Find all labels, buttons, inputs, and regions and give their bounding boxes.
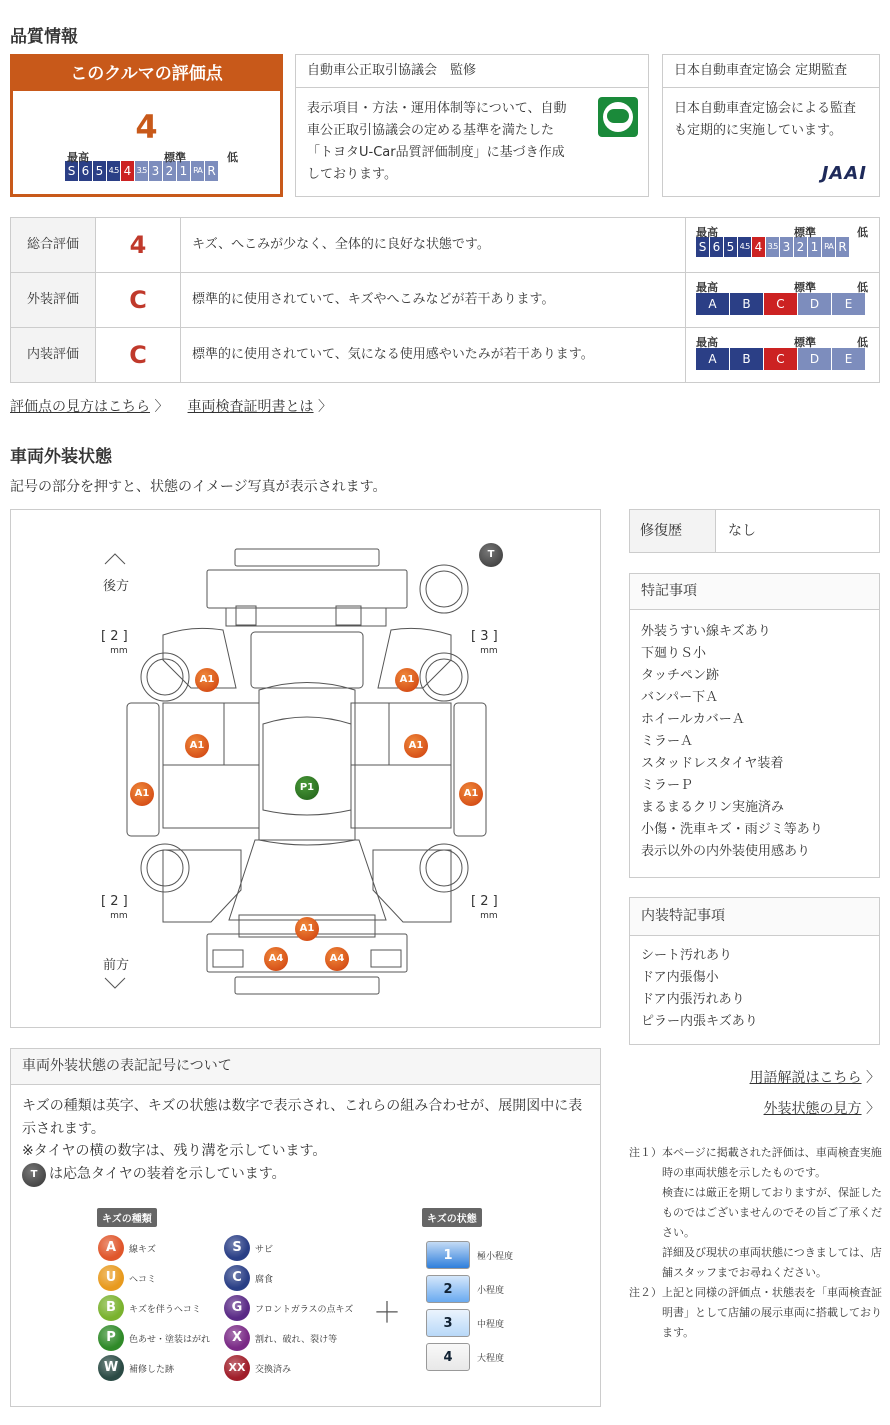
label-high: 最高 bbox=[696, 336, 718, 349]
legend-box bbox=[10, 1048, 601, 1407]
label-low: 低 bbox=[857, 281, 868, 294]
eval-row-interior bbox=[11, 328, 879, 383]
kind-label: 腐食 bbox=[255, 1274, 274, 1285]
scale-cell: R bbox=[836, 237, 849, 257]
grade-cell: C bbox=[764, 348, 797, 370]
kind-label: ヘコミ bbox=[129, 1274, 157, 1285]
state-badge: 4 bbox=[426, 1343, 470, 1371]
state-title: キズの状態 bbox=[422, 1208, 482, 1227]
label-front: 前方 bbox=[103, 958, 130, 973]
jada-title: 自動車公正取引協議会 監修 bbox=[296, 55, 648, 88]
state-legend-item bbox=[426, 1309, 504, 1337]
scale-cell: 3 bbox=[149, 161, 162, 181]
state-label: 大程度 bbox=[477, 1353, 505, 1364]
eval-label: 外装評価 bbox=[11, 273, 96, 327]
state-label: 中程度 bbox=[477, 1319, 505, 1330]
legend-title: 車両外装状態の表記記号について bbox=[11, 1049, 600, 1085]
note-item: タッチペン跡 bbox=[641, 668, 720, 683]
grade-cell: E bbox=[832, 293, 865, 315]
state-label: 小程度 bbox=[477, 1285, 505, 1296]
repair-history bbox=[629, 509, 880, 553]
section-title-exterior: 車両外装状態 bbox=[10, 447, 112, 467]
section-title-quality: 品質情報 bbox=[10, 27, 78, 47]
kind-label: 色あせ・塗装はがれ bbox=[129, 1334, 211, 1345]
damage-marker[interactable]: A1 bbox=[295, 917, 319, 941]
grade-cell: C bbox=[764, 293, 797, 315]
chevron-right-icon: 〉 bbox=[313, 399, 332, 415]
kind-legend-item bbox=[224, 1355, 291, 1381]
link-terms[interactable]: 用語解説はこちら bbox=[749, 1070, 862, 1086]
scale-cell: 3.5 bbox=[766, 237, 779, 257]
tread-unit: mm bbox=[110, 646, 128, 656]
note-item: 外装うすい線キズあり bbox=[641, 624, 771, 639]
scale-cell: 5 bbox=[93, 161, 106, 181]
jaai-title: 日本自動車査定協会 定期監査 bbox=[663, 55, 879, 88]
rating-score: 4 bbox=[135, 108, 158, 146]
note-item: 表示以外の内外装使用感あり bbox=[641, 844, 811, 859]
footnote: 注２） 上記と同様の評価点・状態表を「車両検査証明書」として店舗の展示車両に搭載しております。 bbox=[629, 1286, 882, 1339]
scale-cell: S bbox=[65, 161, 78, 181]
scale-cell: 6 bbox=[710, 237, 723, 257]
rating-scale bbox=[65, 149, 240, 181]
footnote: 詳細及び現状の車両状態につきましては、店舗スタッフまでお尋ねください。 bbox=[662, 1246, 882, 1279]
link-exterior-howto[interactable]: 外装状態の見方 bbox=[763, 1101, 862, 1117]
state-legend-item bbox=[426, 1343, 504, 1371]
scale-cell: 1 bbox=[808, 237, 821, 257]
grade-cell: A bbox=[696, 348, 729, 370]
kind-label: キズを伴うヘコミ bbox=[129, 1304, 201, 1315]
kind-label: 線キズ bbox=[129, 1244, 156, 1255]
eval-desc: 標準的に使用されていて、気になる使用感やいたみが若干あります。 bbox=[192, 347, 594, 362]
eval-label: 総合評価 bbox=[11, 218, 96, 272]
legend-body-3: は応急タイヤの装着を示しています。 bbox=[49, 1166, 286, 1183]
tread-rear-right bbox=[471, 630, 498, 658]
rating-box bbox=[10, 54, 283, 197]
kind-label: サビ bbox=[255, 1244, 274, 1255]
jada-box bbox=[295, 54, 649, 197]
damage-marker[interactable]: A4 bbox=[264, 947, 288, 971]
note-item: ドア内張傷小 bbox=[641, 970, 719, 985]
tread-front-left bbox=[101, 895, 128, 923]
eval-desc: キズ、へこみが少なく、全体的に良好な状態です。 bbox=[192, 237, 490, 252]
kind-badge-icon: X bbox=[224, 1325, 250, 1351]
spare-tire-marker[interactable]: T bbox=[479, 543, 503, 567]
kind-legend-item bbox=[98, 1355, 174, 1381]
kind-badge-icon: A bbox=[98, 1235, 124, 1261]
jaai-logo: JAAI bbox=[821, 163, 867, 184]
scale-cell: R bbox=[205, 161, 218, 181]
legend-body-2: ※タイヤの横の数字は、残り溝を示しています。 bbox=[22, 1143, 327, 1159]
kind-legend-item bbox=[224, 1295, 353, 1321]
eval-scale bbox=[685, 328, 879, 382]
label-low: 低 bbox=[857, 226, 868, 239]
damage-marker[interactable]: A1 bbox=[459, 782, 483, 806]
eval-scale bbox=[685, 218, 879, 272]
kind-badge-icon: S bbox=[224, 1235, 250, 1261]
state-legend-item bbox=[426, 1275, 504, 1303]
eval-scale bbox=[685, 273, 879, 327]
interior-notes bbox=[629, 897, 880, 1045]
label-high: 最高 bbox=[696, 226, 718, 239]
scale-cell: 6 bbox=[79, 161, 92, 181]
scale-cell: S bbox=[696, 237, 709, 257]
tread-value: [ 3 ] bbox=[471, 629, 498, 644]
kind-label: 割れ、破れ、裂け等 bbox=[255, 1334, 338, 1345]
scale-cell: 2 bbox=[163, 161, 176, 181]
kind-label: フロントガラスの点キズ bbox=[255, 1304, 354, 1315]
state-badge: 1 bbox=[426, 1241, 470, 1269]
note-item: 下廻りＳ小 bbox=[641, 646, 707, 661]
scale-cell: 2 bbox=[794, 237, 807, 257]
link-howto-score[interactable]: 評価点の見方はこちら bbox=[10, 399, 150, 415]
repair-label: 修復歴 bbox=[630, 510, 716, 552]
kind-badge-icon: U bbox=[98, 1265, 124, 1291]
label-high: 最高 bbox=[696, 281, 718, 294]
note-item: シート汚れあり bbox=[641, 948, 733, 963]
note-item: まるまるクリン実施済み bbox=[641, 800, 785, 815]
kind-legend-item bbox=[224, 1265, 273, 1291]
scale-cell: 4.5 bbox=[738, 237, 751, 257]
scale-cell: RA bbox=[191, 161, 204, 181]
grade-cell: B bbox=[730, 348, 763, 370]
kind-badge-icon: B bbox=[98, 1295, 124, 1321]
state-badge: 3 bbox=[426, 1309, 470, 1337]
label-std: 標準 bbox=[794, 226, 816, 239]
footnote: 検査には厳正を期しておりますが、保証したものではございませんのでその旨ご了承ください。 bbox=[662, 1186, 882, 1239]
kind-badge-icon: W bbox=[98, 1355, 124, 1381]
grade-cell: B bbox=[730, 293, 763, 315]
link-inspection-cert[interactable]: 車両検査証明書とは bbox=[187, 399, 314, 415]
damage-marker[interactable]: A4 bbox=[325, 947, 349, 971]
note-item: ピラー内張キズあり bbox=[641, 1014, 758, 1029]
kind-badge-icon: G bbox=[224, 1295, 250, 1321]
note-item: ホイールカバーＡ bbox=[641, 712, 745, 727]
eval-desc: 標準的に使用されていて、キズやへこみなどが若干あります。 bbox=[192, 292, 555, 307]
spare-tire-icon: T bbox=[22, 1163, 46, 1187]
tread-unit: mm bbox=[110, 911, 128, 921]
tread-rear-left bbox=[101, 630, 128, 658]
scale-cell: 4 bbox=[121, 161, 134, 181]
label-high: 最高 bbox=[67, 151, 89, 164]
jada-logo-icon bbox=[598, 97, 638, 137]
tread-value: [ 2 ] bbox=[471, 894, 498, 909]
jaai-body: 日本自動車査定協会による監査も定期的に実施しています。 bbox=[674, 101, 857, 138]
damage-marker[interactable]: A1 bbox=[404, 734, 428, 758]
kind-legend-item bbox=[98, 1295, 201, 1321]
eval-grade: C bbox=[96, 328, 181, 382]
kind-legend-item bbox=[224, 1235, 273, 1261]
label-low: 低 bbox=[227, 151, 238, 164]
special-notes bbox=[629, 573, 880, 878]
note-item: スタッドレスタイヤ装着 bbox=[641, 756, 784, 771]
chevron-right-icon: 〉 bbox=[861, 1070, 880, 1086]
scale-cell: 4 bbox=[752, 237, 765, 257]
kind-legend-item bbox=[98, 1235, 156, 1261]
eval-row-exterior bbox=[11, 273, 879, 328]
state-badge: 2 bbox=[426, 1275, 470, 1303]
jaai-box bbox=[662, 54, 880, 197]
tread-front-right bbox=[471, 895, 498, 923]
repair-value: なし bbox=[728, 523, 756, 539]
scale-cell: 1 bbox=[177, 161, 190, 181]
note-item: 小傷・洗車キズ・雨ジミ等あり bbox=[641, 822, 823, 837]
label-std: 標準 bbox=[794, 281, 816, 294]
evaluation-table bbox=[10, 217, 880, 383]
eval-row-overall bbox=[11, 218, 879, 273]
note-item: ドア内張汚れあり bbox=[641, 992, 745, 1007]
jada-body: 表示項目・方法・運用体制等について、自動車公正取引協議会の定める基準を満たした「トヨタU-Car品質評価制度」に基づき作成しております。 bbox=[307, 101, 567, 182]
kind-badge-icon: P bbox=[98, 1325, 124, 1351]
kind-label: 交換済み bbox=[255, 1364, 292, 1375]
kind-badge-icon: XX bbox=[224, 1355, 250, 1381]
kind-legend-item bbox=[224, 1325, 337, 1351]
tread-value: [ 2 ] bbox=[101, 629, 128, 644]
tread-unit: mm bbox=[480, 911, 498, 921]
note-item: バンパー下Ａ bbox=[641, 690, 719, 705]
car-outline bbox=[11, 510, 600, 1027]
eval-grade: 4 bbox=[96, 218, 181, 272]
grade-cell: D bbox=[798, 293, 831, 315]
note-item: ミラーＡ bbox=[641, 734, 694, 749]
kind-title: キズの種類 bbox=[97, 1208, 157, 1227]
note-item: ミラーＰ bbox=[641, 778, 694, 793]
rating-header: このクルマの評価点 bbox=[13, 57, 280, 91]
label-std: 標準 bbox=[794, 336, 816, 349]
grade-cell: E bbox=[832, 348, 865, 370]
scale-cell: 3 bbox=[780, 237, 793, 257]
footnotes bbox=[629, 1143, 884, 1343]
damage-marker[interactable]: A1 bbox=[395, 668, 419, 692]
scale-cell: 4.5 bbox=[107, 161, 120, 181]
plus-icon: ＋ bbox=[373, 1296, 402, 1329]
car-diagram bbox=[10, 509, 601, 1028]
label-std: 標準 bbox=[164, 151, 186, 164]
state-label: 極小程度 bbox=[477, 1251, 514, 1262]
label-rear: 後方 bbox=[103, 579, 130, 594]
label-low: 低 bbox=[857, 336, 868, 349]
scale-cell: 3.5 bbox=[135, 161, 148, 181]
special-title: 特記事項 bbox=[630, 574, 879, 610]
chevron-right-icon: 〉 bbox=[150, 399, 169, 415]
legend-body-1: キズの種類は英字、キズの状態は数字で表示され、これらの組み合わせが、展開図中に表示されます。 bbox=[22, 1098, 583, 1137]
kind-label: 補修した跡 bbox=[129, 1364, 175, 1375]
damage-marker[interactable]: A1 bbox=[185, 734, 209, 758]
eval-grade: C bbox=[96, 273, 181, 327]
state-legend-item bbox=[426, 1241, 513, 1269]
scale-cell: RA bbox=[822, 237, 835, 257]
damage-marker[interactable]: A1 bbox=[195, 668, 219, 692]
exterior-hint: 記号の部分を押すと、状態のイメージ写真が表示されます。 bbox=[10, 479, 387, 495]
grade-cell: D bbox=[798, 348, 831, 370]
eval-label: 内装評価 bbox=[11, 328, 96, 382]
tread-unit: mm bbox=[480, 646, 498, 656]
kind-badge-icon: C bbox=[224, 1265, 250, 1291]
kind-legend-item bbox=[98, 1325, 210, 1351]
chevron-right-icon: 〉 bbox=[861, 1101, 880, 1117]
damage-marker[interactable]: P1 bbox=[295, 776, 319, 800]
scale-cell: 5 bbox=[724, 237, 737, 257]
kind-legend-item bbox=[98, 1265, 156, 1291]
grade-cell: A bbox=[696, 293, 729, 315]
damage-marker[interactable]: A1 bbox=[130, 782, 154, 806]
footnote: 注１） 本ページに掲載された評価は、車両検査実施時の車両状態を示したものです。 bbox=[629, 1146, 882, 1179]
interior-title: 内装特記事項 bbox=[630, 898, 879, 936]
tread-value: [ 2 ] bbox=[101, 894, 128, 909]
